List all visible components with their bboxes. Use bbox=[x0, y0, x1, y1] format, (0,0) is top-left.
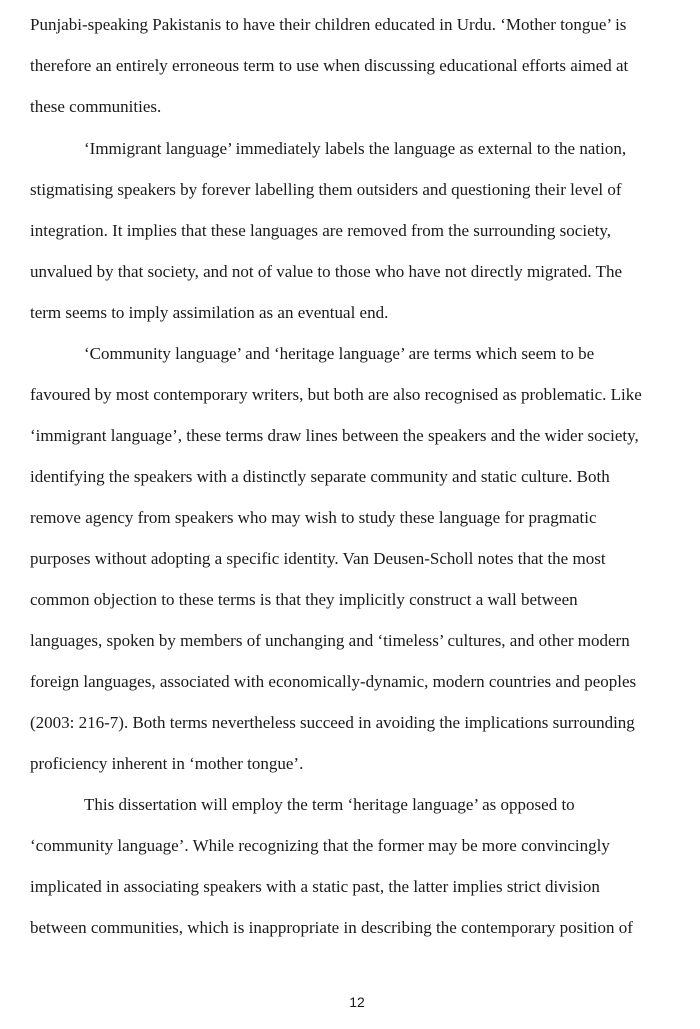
paragraph-first-line: This dissertation will employ the term ‘heritage language’ as opposed to bbox=[84, 795, 575, 814]
text-line: purposes without adopting a specific identity. Van Deusen-Scholl notes that the most bbox=[30, 549, 606, 568]
text-line: therefore an entirely erroneous term to use when discussing educational efforts aimed at bbox=[30, 56, 629, 75]
page-number: 12 bbox=[349, 994, 365, 1010]
text-line: ‘immigrant language’, these terms draw lines between the speakers and the wider society, bbox=[30, 426, 639, 445]
text-line: favoured by most contemporary writers, but both are also recognised as problematic. Like bbox=[30, 385, 642, 404]
text-line: foreign languages, associated with economically-dynamic, modern countries and peoples bbox=[30, 672, 637, 691]
text-line: implicated in associating speakers with a static past, the latter implies strict division bbox=[30, 877, 600, 896]
text-line: term seems to imply assimilation as an eventual end. bbox=[30, 303, 389, 322]
text-line: (2003: 216-7). Both terms nevertheless succeed in avoiding the implications surrounding bbox=[30, 713, 635, 732]
text-line: ‘community language’. While recognizing that the former may be more convincingly bbox=[30, 836, 610, 855]
text-line: languages, spoken by members of unchanging and ‘timeless’ cultures, and other modern bbox=[30, 631, 630, 650]
paragraph-first-line: ‘Immigrant language’ immediately labels the language as external to the nation, bbox=[84, 139, 627, 158]
text-line: unvalued by that society, and not of value to those who have not directly migrated. The bbox=[30, 262, 623, 281]
text-line: identifying the speakers with a distinctly separate community and static culture. Both bbox=[30, 467, 610, 486]
paragraph-first-line: ‘Community language’ and ‘heritage language’ are terms which seem to be bbox=[84, 344, 595, 363]
text-line: integration. It implies that these languages are removed from the surrounding society, bbox=[30, 221, 611, 240]
text-line: remove agency from speakers who may wish to study these language for pragmatic bbox=[30, 508, 597, 527]
text-line: between communities, which is inappropriate in describing the contemporary position of bbox=[30, 918, 633, 937]
text-line: proficiency inherent in ‘mother tongue’. bbox=[30, 754, 304, 773]
text-line: these communities. bbox=[30, 97, 162, 116]
text-line: common objection to these terms is that they implicitly construct a wall between bbox=[30, 590, 578, 609]
text-line: stigmatising speakers by forever labelling them outsiders and questioning their level of bbox=[30, 180, 622, 199]
text-line: Punjabi-speaking Pakistanis to have their children educated in Urdu. ‘Mother tongue’ is bbox=[30, 15, 627, 34]
